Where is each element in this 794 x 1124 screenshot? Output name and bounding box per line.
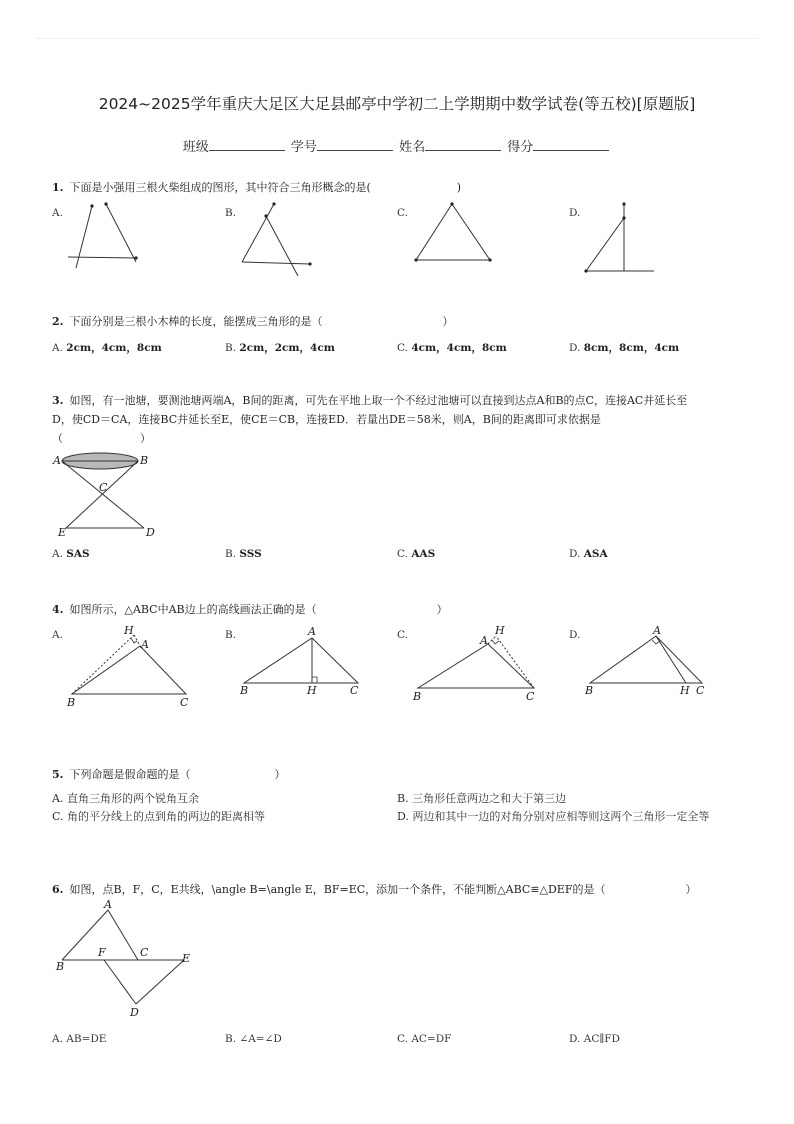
option-label: B.	[225, 1033, 237, 1045]
option-value: 4cm，4cm，8cm	[411, 342, 507, 354]
option-a-label[interactable]: A.	[52, 207, 63, 219]
option-d[interactable]	[569, 340, 679, 355]
option-value: 2cm，2cm，4cm	[239, 342, 335, 354]
question-text: 下面是小强用三根火柴组成的图形，其中符合三角形概念的是(	[69, 181, 371, 194]
point-a-label: A	[308, 625, 316, 638]
option-value: SSS	[239, 548, 262, 560]
option-c[interactable]	[397, 1033, 451, 1045]
header-divider	[36, 38, 758, 39]
question-4	[52, 600, 448, 619]
point-h-label: H	[124, 624, 134, 637]
point-f-label: F	[98, 946, 106, 959]
option-b[interactable]	[225, 548, 262, 560]
option-b[interactable]	[225, 1033, 282, 1045]
point-a-label: A	[104, 898, 112, 911]
option-c[interactable]	[52, 808, 265, 826]
option-label: D.	[397, 810, 409, 823]
option-value: ∠A=∠D	[239, 1033, 282, 1045]
point-b-label: B	[413, 690, 422, 703]
name-label: 姓名	[399, 140, 426, 155]
q1-figure-a	[60, 196, 150, 276]
option-label: C.	[397, 548, 408, 560]
option-label: D.	[569, 342, 581, 354]
option-d[interactable]	[569, 1033, 620, 1045]
point-a-label: A	[141, 638, 149, 651]
option-value: AAS	[411, 548, 436, 560]
point-b-label: B	[585, 684, 594, 697]
question-number: 2.	[52, 315, 64, 328]
option-label: B.	[225, 548, 237, 560]
point-h-label: H	[495, 624, 505, 637]
point-c-label: C	[180, 696, 189, 709]
question-text: 下面分别是三根小木棒的长度，能摆成三角形的是（	[69, 315, 323, 328]
option-b-label[interactable]: B.	[225, 629, 237, 641]
option-value: 2cm，4cm，8cm	[66, 342, 162, 354]
question-number: 4.	[52, 603, 64, 616]
question-6	[52, 880, 696, 899]
option-value: 三角形任意两边之和大于第三边	[412, 792, 567, 805]
question-1	[52, 178, 461, 197]
point-b-label: B	[67, 696, 76, 709]
score-label: 得分	[507, 140, 534, 155]
option-a[interactable]	[52, 1033, 106, 1045]
point-c-label: C	[350, 684, 359, 697]
question-2	[52, 312, 453, 331]
number-label: 学号	[290, 140, 317, 155]
option-d-label[interactable]: D.	[569, 629, 581, 641]
option-label: C.	[52, 810, 64, 823]
score-blank[interactable]	[533, 138, 609, 151]
option-a[interactable]	[52, 790, 199, 808]
option-value: 直角三角形的两个锐角互余	[66, 792, 199, 805]
question-3	[52, 391, 752, 448]
question-paren: ）	[685, 883, 697, 896]
point-e-label: E	[58, 526, 67, 539]
point-b-label: B	[240, 684, 249, 697]
option-label: D.	[569, 548, 581, 560]
option-d-label[interactable]: D.	[569, 207, 581, 219]
page-title: 2024~2025学年重庆大足区大足县邮亭中学初二上学期期中数学试卷(等五校)[原题版]	[98, 95, 696, 113]
option-b[interactable]	[225, 340, 335, 355]
option-value: 8cm，8cm，4cm	[583, 342, 680, 354]
question-5	[52, 765, 285, 784]
name-blank[interactable]	[425, 138, 501, 151]
question-text: 如图，点B，F，C，E共线，\angle B=\angle E，BF=EC，添加一个条件，不能判断△ABC≌△DEF的是（	[69, 883, 606, 896]
option-value: 角的平分线上的点到角的两边的距离相等	[67, 810, 266, 823]
option-d[interactable]	[397, 808, 735, 826]
option-label: A.	[52, 548, 63, 560]
question-paren: )	[456, 181, 462, 194]
option-value: ASA	[583, 548, 608, 560]
q4-figure-d	[580, 622, 720, 702]
option-d[interactable]	[569, 548, 608, 560]
point-d-label: D	[130, 1006, 139, 1019]
point-a-label: A	[653, 624, 661, 637]
question-paren: ）	[442, 315, 454, 328]
class-label: 班级	[182, 140, 209, 155]
option-value: SAS	[66, 548, 90, 560]
point-e-label: E	[182, 952, 191, 965]
question-text-line2: D，使CD＝CA，连接BC并延长至E，使CE＝CB，连接ED．若量出DE＝58米，则A，B间的距离即可求依据是	[52, 413, 601, 426]
option-c[interactable]	[397, 340, 507, 355]
option-label: C.	[397, 1033, 408, 1045]
point-c-label: C	[526, 690, 535, 703]
question-text: 如图所示，△ABC中AB边上的高线画法正确的是（	[69, 603, 317, 616]
option-label: C.	[397, 342, 408, 354]
option-a-label[interactable]: A.	[52, 629, 63, 641]
option-label: B.	[225, 342, 237, 354]
student-info-line	[0, 136, 794, 155]
point-a-label: A	[53, 454, 61, 467]
question-paren: ）	[436, 603, 448, 616]
point-b-label: B	[140, 454, 149, 467]
option-c[interactable]	[397, 548, 435, 560]
option-label: A.	[52, 342, 63, 354]
q4-figure-a	[62, 622, 202, 712]
option-a[interactable]	[52, 340, 162, 355]
q4-figure-b	[236, 622, 376, 702]
option-value: AB=DE	[66, 1033, 107, 1045]
point-b-label: B	[56, 960, 65, 973]
question-paren: ）	[274, 768, 286, 781]
q1-figure-d	[578, 196, 668, 280]
point-h-label: H	[307, 684, 317, 697]
option-label: A.	[52, 1033, 63, 1045]
point-d-label: D	[146, 526, 155, 539]
q1-figure-b	[232, 196, 322, 276]
option-value: AC∥FD	[583, 1033, 620, 1045]
question-number: 6.	[52, 883, 64, 896]
point-c-label: C	[99, 481, 108, 494]
option-c-label[interactable]: C.	[397, 207, 408, 219]
option-label: B.	[397, 792, 409, 805]
option-label: A.	[52, 792, 64, 805]
question-number: 3.	[52, 394, 64, 407]
option-label: D.	[569, 1033, 581, 1045]
question-text: 下列命题是假命题的是（	[69, 768, 191, 781]
q3-pond-figure	[52, 448, 162, 540]
q4-figure-c	[408, 622, 548, 706]
question-number: 1.	[52, 181, 64, 194]
point-h-label: H	[680, 684, 690, 697]
point-c-label: C	[696, 684, 705, 697]
point-a-label: A	[480, 634, 488, 647]
question-text-line1: 如图，有一池塘，要测池塘两端A，B间的距离，可先在平地上取一个不经过池塘可以直接到达点A和B的点C，连接AC并延长至	[69, 394, 688, 407]
class-blank[interactable]	[209, 138, 285, 151]
option-b-label[interactable]: B.	[225, 207, 237, 219]
option-c-label[interactable]: C.	[397, 629, 408, 641]
option-value: AC=DF	[411, 1033, 452, 1045]
q1-figure-c	[406, 196, 506, 276]
question-number: 5.	[52, 768, 64, 781]
option-b[interactable]	[397, 790, 566, 808]
question-text-line3: （ ）	[52, 432, 151, 445]
option-value: 两边和其中一边的对角分别对应相等则这两个三角形一定全等	[412, 810, 710, 823]
number-blank[interactable]	[317, 138, 393, 151]
option-a[interactable]	[52, 548, 90, 560]
q6-figure	[52, 898, 202, 1022]
point-c-label: C	[140, 946, 149, 959]
